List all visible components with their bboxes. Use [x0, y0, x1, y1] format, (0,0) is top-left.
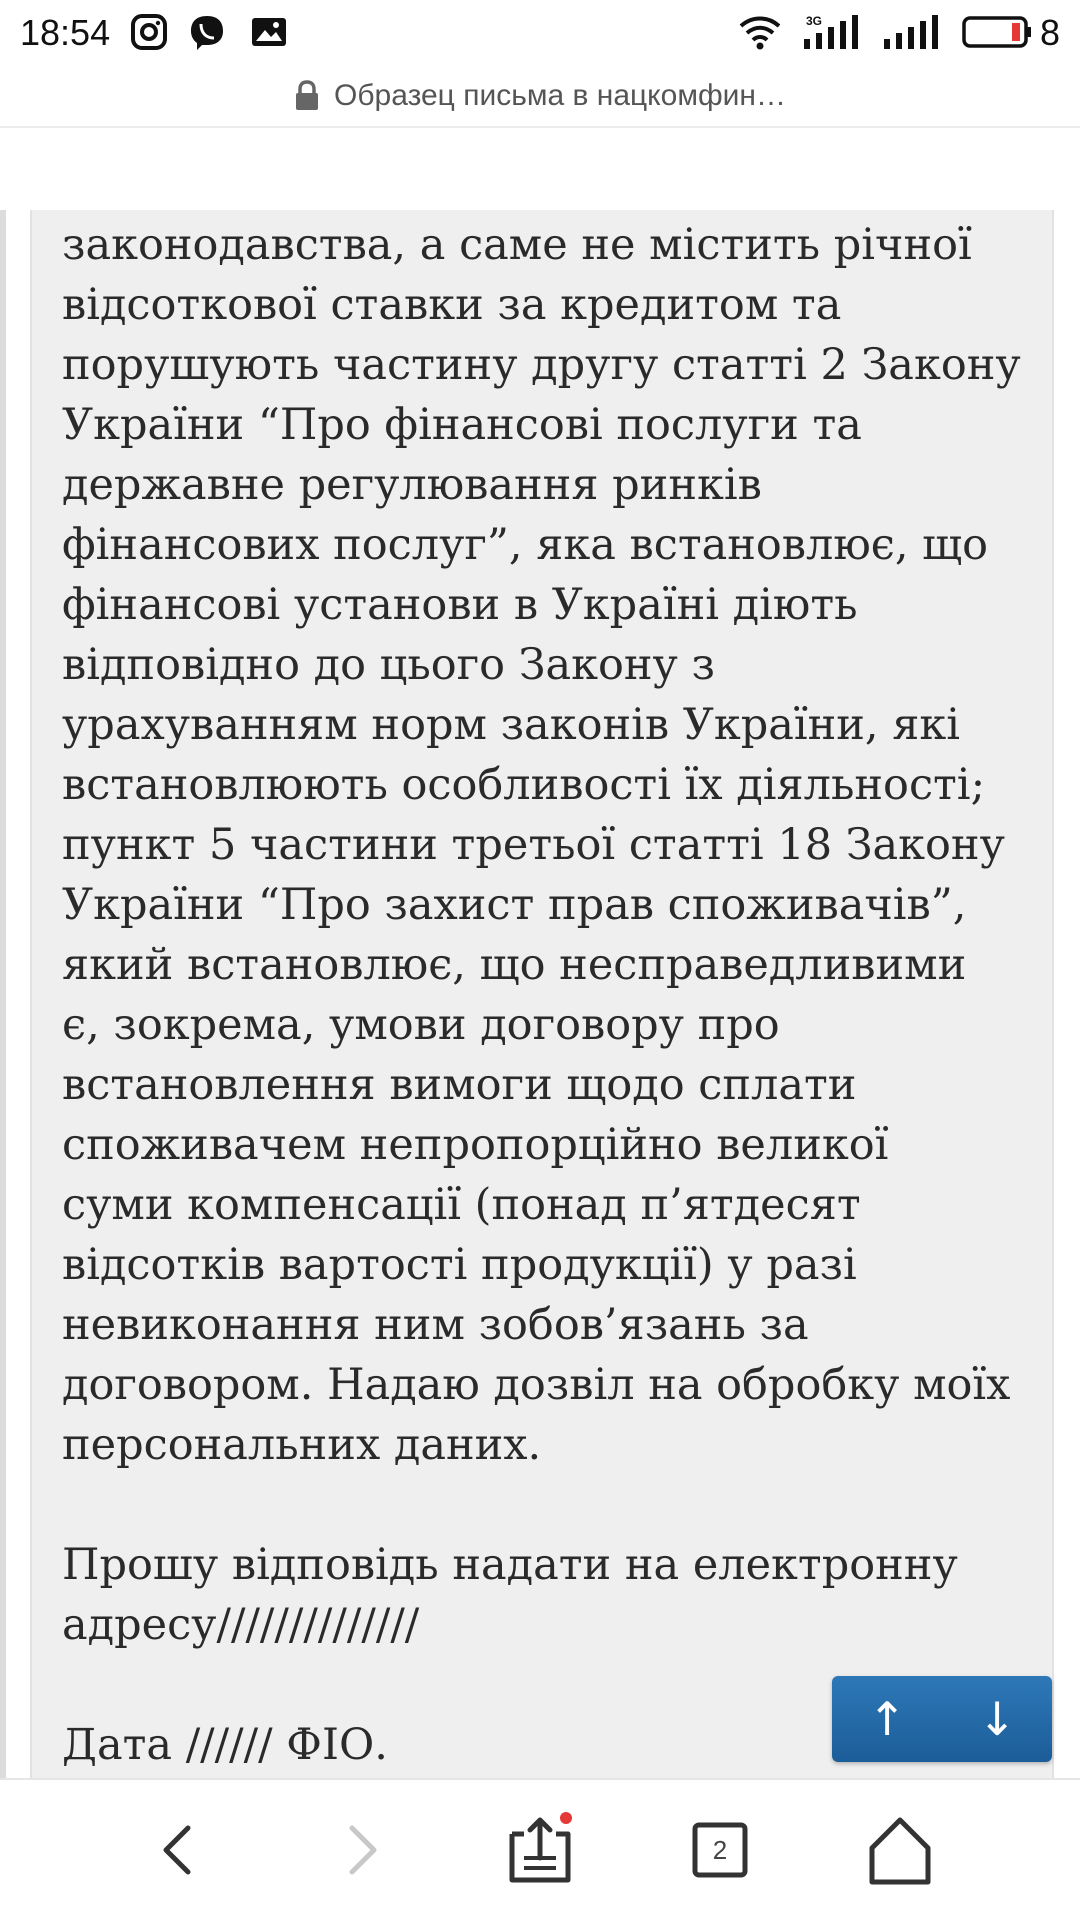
gallery-icon [250, 13, 288, 51]
status-time: 18:54 [20, 12, 111, 53]
forward-icon [330, 1820, 390, 1880]
page-left-edge [0, 210, 6, 1778]
page-title[interactable]: Образец письма в нацкомфин… [334, 79, 786, 112]
scroll-down-button[interactable]: ↓ [977, 1692, 1017, 1746]
home-button[interactable] [860, 1810, 940, 1890]
status-bar [0, 0, 1080, 66]
share-icon [500, 1810, 580, 1890]
letter-content-box [30, 210, 1054, 1778]
notification-dot [560, 1812, 572, 1824]
scroll-buttons [832, 1676, 1052, 1762]
wifi-icon [738, 13, 782, 51]
share-button[interactable] [500, 1810, 580, 1890]
back-button[interactable] [140, 1810, 220, 1890]
lock-icon [294, 80, 320, 112]
browser-bottom-nav [0, 1778, 1080, 1922]
viber-icon [188, 13, 226, 51]
tab-count: 2 [712, 1834, 728, 1865]
battery-percent: 8 [1039, 12, 1060, 53]
scroll-up-button[interactable]: ↑ [867, 1692, 907, 1746]
tabs-button[interactable] [680, 1810, 760, 1890]
signal-icon [882, 13, 940, 51]
letter-paragraph-reply-request: Прошу відповідь надати на електронну адресу////////////// [62, 1540, 958, 1650]
battery-icon [962, 13, 1032, 51]
back-icon [150, 1820, 210, 1880]
letter-text [62, 215, 1052, 1775]
forward-button[interactable] [320, 1810, 400, 1890]
signal-3g-icon [802, 13, 862, 51]
address-bar-divider [0, 126, 1080, 128]
letter-paragraph-body: законодавства, а саме не містить річної відсоткової ставки за кредитом та порушують частину другу статті 2 Закону України “Про фінансові послуги та державне регулювання ринків фінансових послуг”, яка встановлює, що фінансові установи в Україні діють відповідно до цього Закону з урахуванням норм законів України, які встановлюють особливості їх діяльності; пункт 5 частини третьої статті 18 Закону України “Про захист прав споживачів”, який встановлює, що несправедливими є, зокрема, умови договору про встановлення вимоги щодо сплати споживачем непропорційно великої суми компенсації (понад п’ятдесят відсотків вартості продукції) у разі невиконання ним зобов’язань за договором. Надаю дозвіл на обробку моїх персональних даних. [62, 220, 1021, 1470]
letter-paragraph-signature: Дата ////// ФІО. [62, 1720, 388, 1770]
instagram-icon [130, 13, 168, 51]
home-icon [860, 1810, 940, 1890]
address-bar[interactable] [0, 66, 1080, 126]
article-area[interactable] [0, 210, 1080, 1778]
network-type-label: 3G [806, 14, 823, 28]
